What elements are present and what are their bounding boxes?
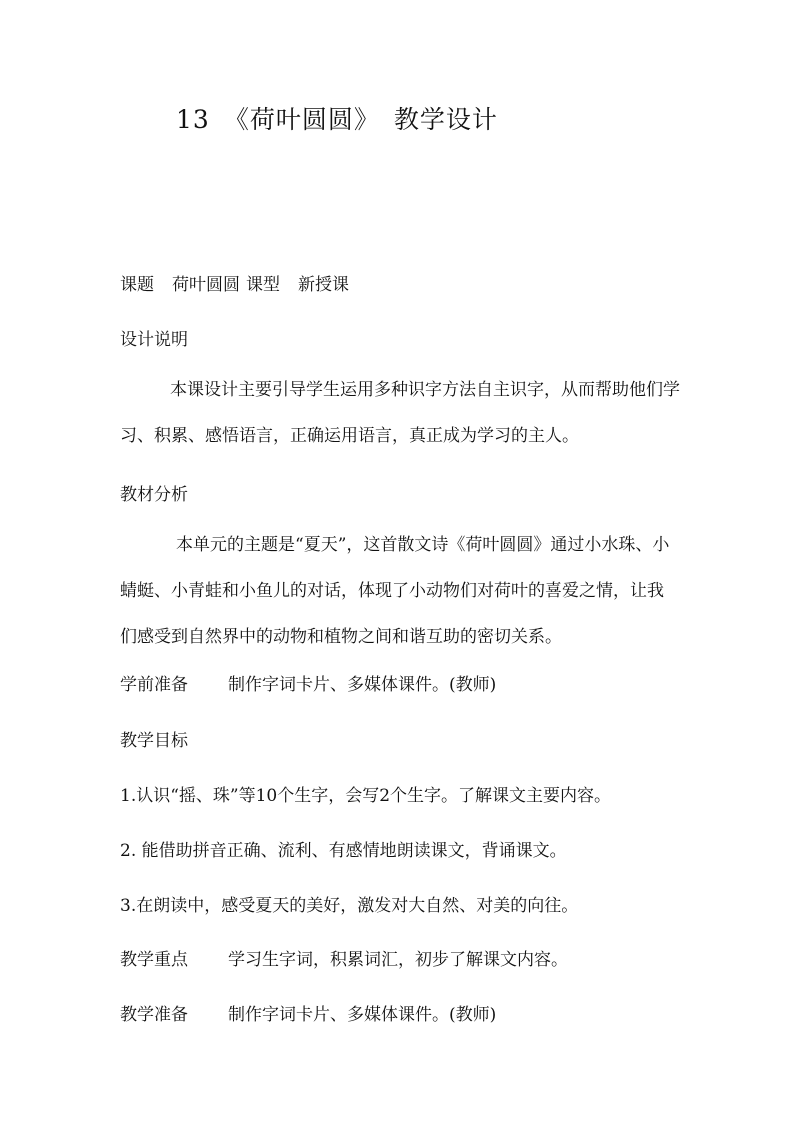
teaching-prep-label: 教学准备	[120, 1005, 188, 1025]
analysis-text: 本单元的主题是“夏天”，这首散文诗《荷叶圆圆》通过小水珠、小蜻蜓、小青蛙和小鱼儿的对话，体现了小动物们对荷叶的喜爱之情，让我们感受到自然界中的动物和植物之间和谐互助的密切关系。	[120, 535, 670, 647]
key-point-label: 教学重点	[120, 950, 188, 970]
course-type-value: 新授课	[298, 275, 349, 295]
lesson-number: 13	[176, 105, 210, 134]
page-title	[176, 100, 498, 136]
preparation-label: 学前准备	[120, 675, 188, 695]
goal-item-3: 3.在朗读中，感受夏天的美好，激发对大自然、对美的向往。	[120, 896, 579, 916]
lesson-name: 《荷叶圆圆》	[223, 105, 380, 134]
preparation-value: 制作字词卡片、多媒体课件。(教师)	[228, 675, 497, 695]
goal-item-2: 2. 能借助拼音正确、流利、有感情地朗读课文，背诵课文。	[120, 841, 567, 861]
analysis-paragraph	[120, 522, 680, 660]
teaching-prep-line	[120, 1000, 496, 1025]
course-label: 课题	[120, 275, 154, 295]
goals-heading: 教学目标	[120, 731, 188, 751]
course-value: 荷叶圆圆	[172, 275, 240, 295]
course-type-label: 课型	[246, 275, 280, 295]
design-text: 本课设计主要引导学生运用多种识字方法自主识字，从而帮助他们学习、积累、感悟语言，正确运用语言，真正成为学习的主人。	[120, 380, 680, 446]
goal-item-1: 1.认识“摇、珠”等10个生字，会写2个生字。了解课文主要内容。	[120, 786, 612, 806]
title-suffix: 教学设计	[393, 105, 498, 134]
teaching-prep-value: 制作字词卡片、多媒体课件。(教师)	[228, 1005, 497, 1025]
design-paragraph	[120, 367, 680, 459]
key-point-value: 学习生字词，积累词汇，初步了解课文内容。	[228, 950, 568, 970]
course-line	[120, 270, 349, 295]
design-heading: 设计说明	[120, 330, 188, 350]
key-point-line	[120, 945, 568, 970]
preparation-line	[120, 670, 496, 695]
analysis-heading: 教材分析	[120, 485, 188, 505]
